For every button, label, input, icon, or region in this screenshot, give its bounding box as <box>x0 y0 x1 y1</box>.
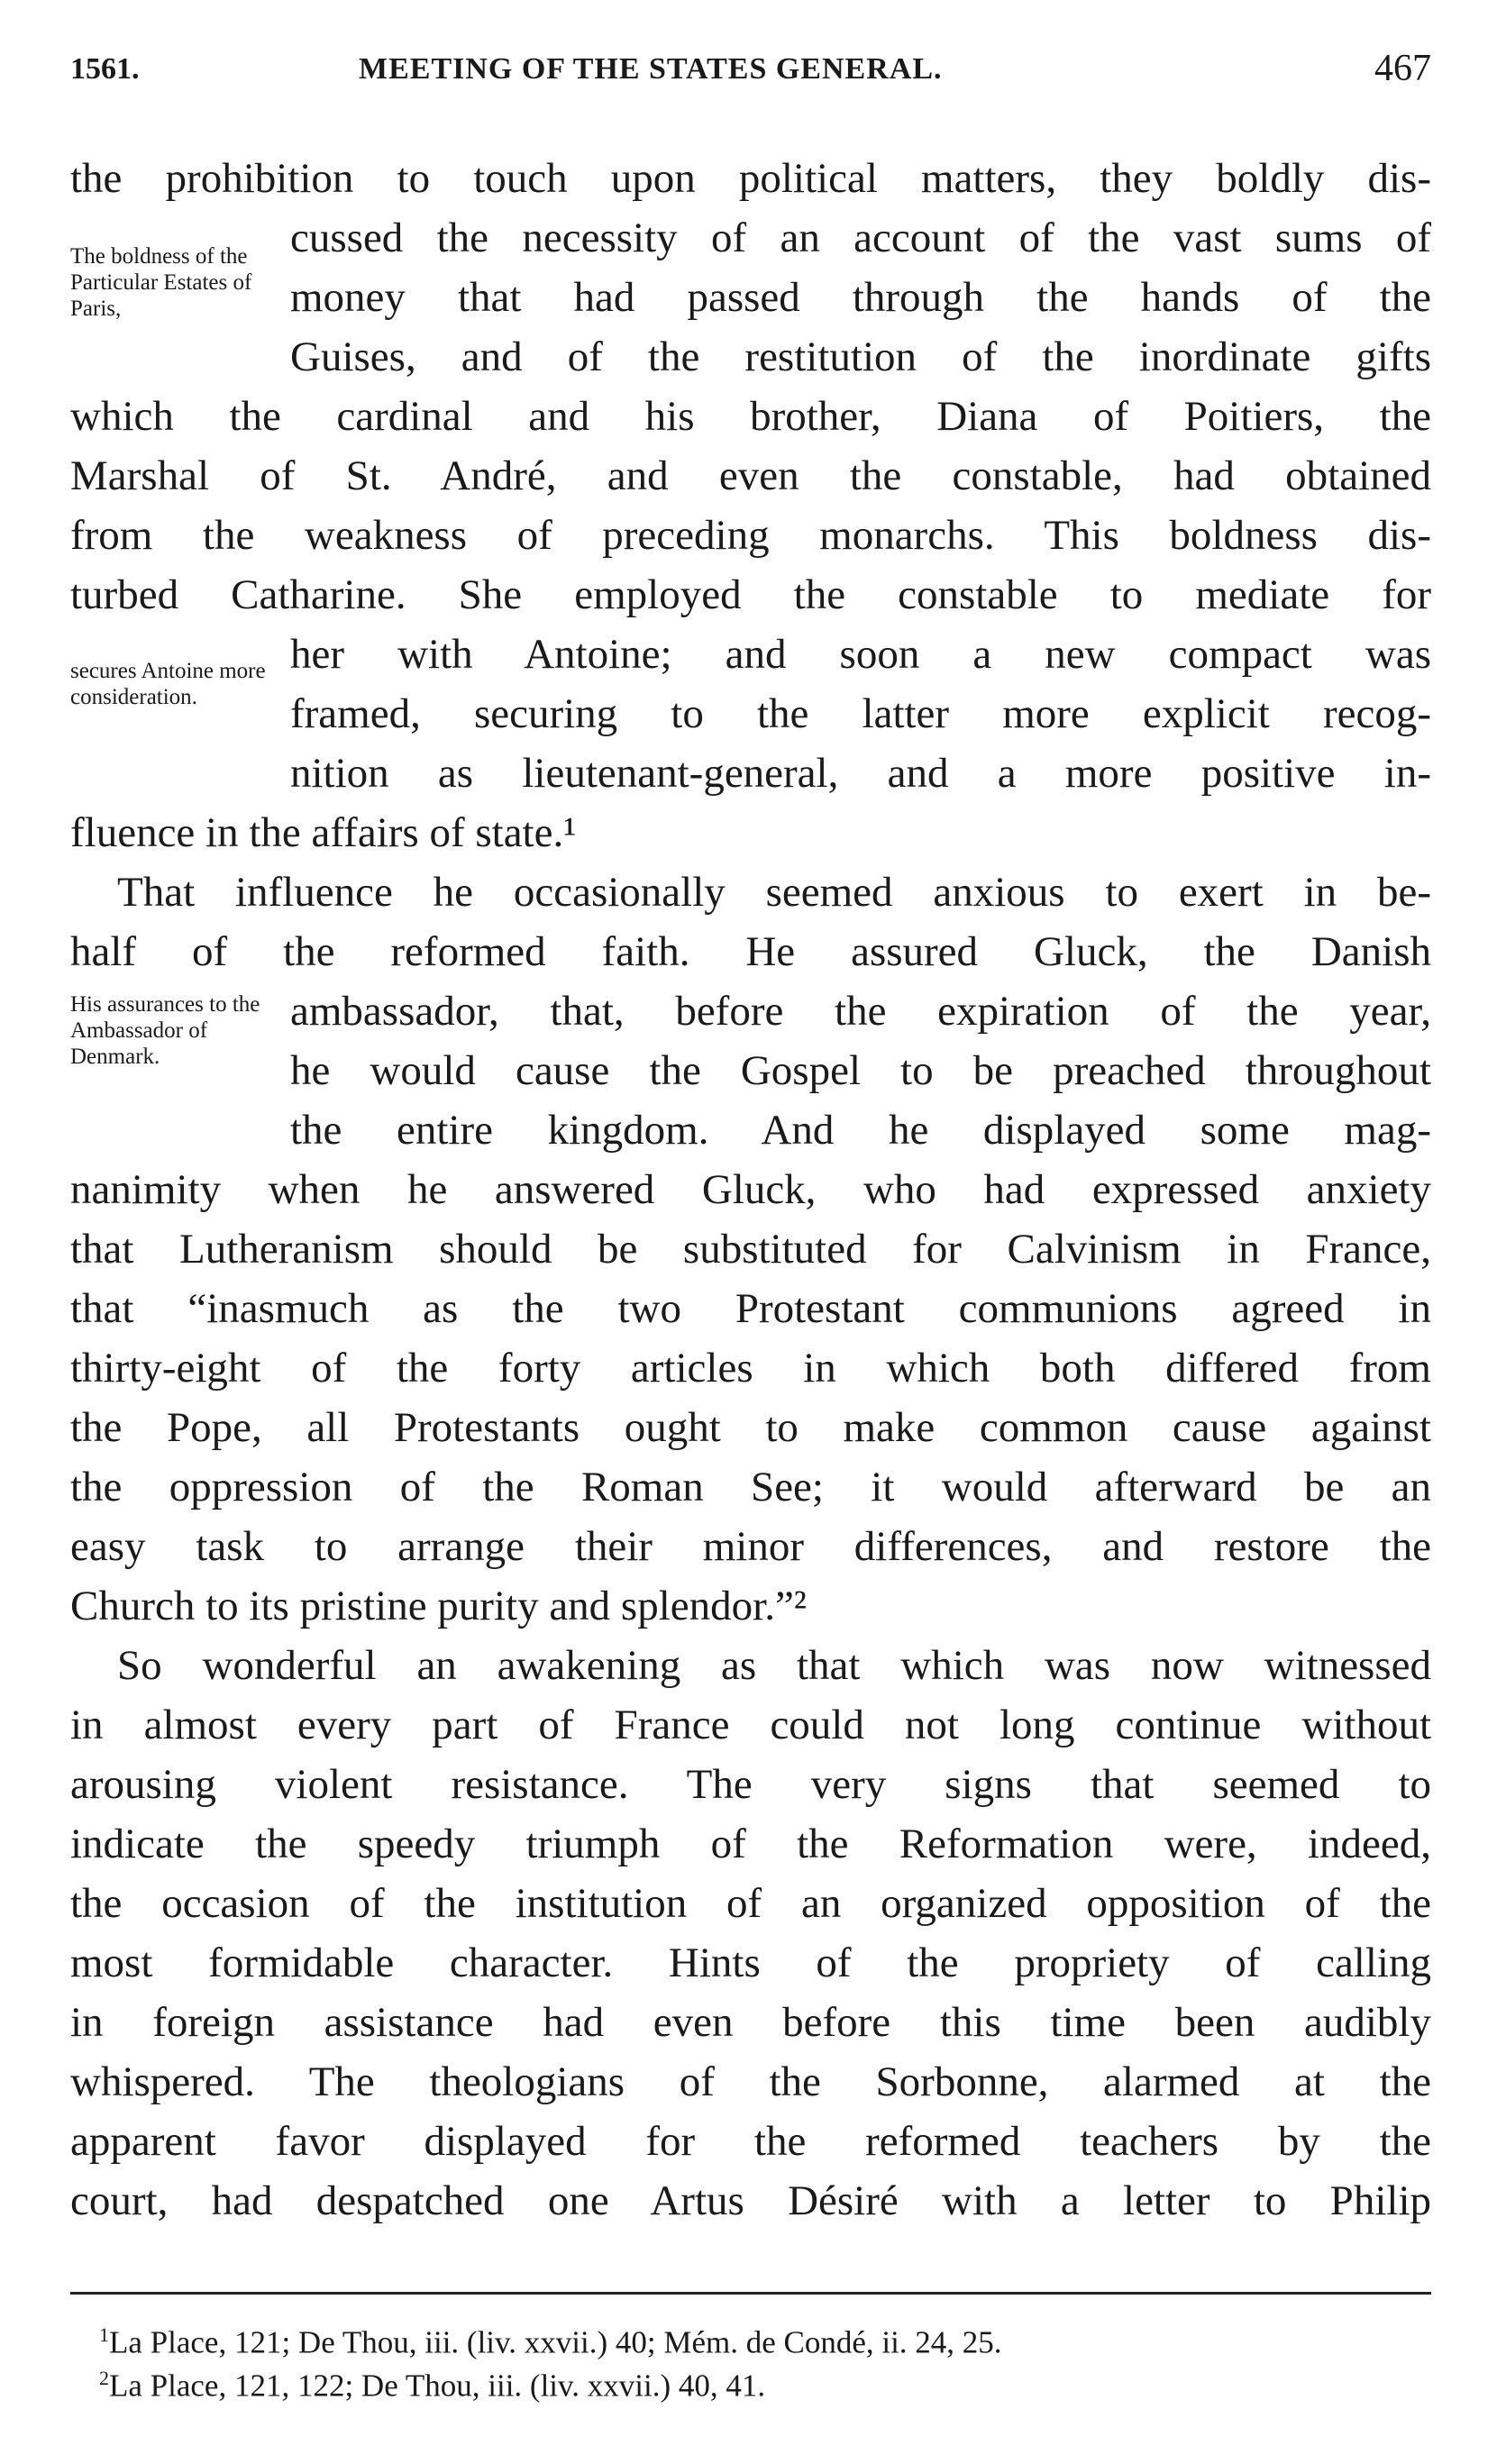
body-line: that Lutheranism should be substituted for Calvinism in France, <box>70 1226 1431 1273</box>
body-line: That influence he occasionally seemed anxious to exert in be- <box>117 869 1431 916</box>
body-line: indicate the speedy triumph of the Reformation were, indeed, <box>70 1821 1431 1867</box>
footnote <box>99 2358 765 2407</box>
header-year: 1561. <box>70 52 140 86</box>
body-line: cussed the necessity of an account of the vast sums of <box>290 214 1431 261</box>
body-line: Guises, and of the restitution of the inordinate gifts <box>290 333 1431 380</box>
body-line: arousing violent resistance. The very signs that seemed to <box>70 1761 1431 1808</box>
footnote-mark: 1 <box>99 2323 109 2346</box>
body-line: nition as lieutenant-general, and a more positive in- <box>290 750 1431 797</box>
body-line: So wonderful an awakening as that which was now witnessed <box>117 1642 1431 1689</box>
body-line: turbed Catharine. She employed the constable to mediate for <box>70 571 1431 618</box>
body-line: nanimity when he answered Gluck, who had expressed anxiety <box>70 1166 1431 1213</box>
body-line: in foreign assistance had even before this time been audibly <box>70 1999 1431 2046</box>
body-line: ambassador, that, before the expiration of the year, <box>290 988 1431 1035</box>
sidenote-boldness: The boldness of the Particular Estates of Paris, <box>70 244 252 321</box>
body-line: fluence in the affairs of state.¹ <box>70 809 577 856</box>
body-line: the entire kingdom. And he displayed some mag- <box>290 1107 1431 1154</box>
body-line: in almost every part of France could not long continue without <box>70 1702 1431 1748</box>
header-title: MEETING OF THE STATES GENERAL. <box>359 52 943 86</box>
body-line: from the weakness of preceding monarchs. This boldness dis- <box>70 512 1431 559</box>
body-line: thirty-eight of the forty articles in which both differed from <box>70 1345 1431 1392</box>
body-line: that “inasmuch as the two Protestant communions agreed in <box>70 1285 1431 1332</box>
body-line: the prohibition to touch upon political matters, they boldly dis- <box>70 155 1431 202</box>
body-line: half of the reformed faith. He assured Gluck, the Danish <box>70 928 1431 975</box>
body-line: the occasion of the institution of an organized opposition of the <box>70 1880 1431 1927</box>
footnote-mark: 2 <box>99 2367 109 2389</box>
footnote-rule <box>70 2292 1431 2295</box>
body-line: her with Antoine; and soon a new compact was <box>290 631 1431 678</box>
page-number: 467 <box>1374 48 1431 89</box>
body-line: apparent favor displayed for the reformed teachers by the <box>70 2118 1431 2165</box>
footnote-text: La Place, 121; De Thou, iii. (liv. xxvii.) 40; Mém. de Condé, ii. 24, 25. <box>109 2324 1002 2360</box>
sidenote-antoine: secures Antoine more consideration. <box>70 659 266 709</box>
body-line: the oppression of the Roman See; it would afterward be an <box>70 1464 1431 1510</box>
body-line: framed, securing to the latter more explicit recog- <box>290 690 1431 737</box>
body-line: money that had passed through the hands of the <box>290 274 1431 321</box>
body-line: Church to its pristine purity and splendor.”² <box>70 1583 807 1629</box>
running-header <box>70 48 1431 96</box>
sidenote-denmark: His assurances to the Ambassador of Denmark. <box>70 992 260 1069</box>
body-line: court, had despatched one Artus Désiré with a letter to Philip <box>70 2177 1431 2224</box>
body-line: the Pope, all Protestants ought to make common cause against <box>70 1404 1431 1451</box>
body-line: which the cardinal and his brother, Diana of Poitiers, the <box>70 393 1431 440</box>
footnote-text: La Place, 121, 122; De Thou, iii. (liv. xxvii.) 40, 41. <box>109 2368 766 2404</box>
body-line: he would cause the Gospel to be preached throughout <box>290 1047 1431 1094</box>
body-line: Marshal of St. André, and even the constable, had obtained <box>70 452 1431 499</box>
body-line: whispered. The theologians of the Sorbonne, alarmed at the <box>70 2058 1431 2105</box>
footnote <box>99 2314 1002 2364</box>
body-line: most formidable character. Hints of the propriety of calling <box>70 1939 1431 1986</box>
body-line: easy task to arrange their minor differences, and restore the <box>70 1523 1431 1570</box>
